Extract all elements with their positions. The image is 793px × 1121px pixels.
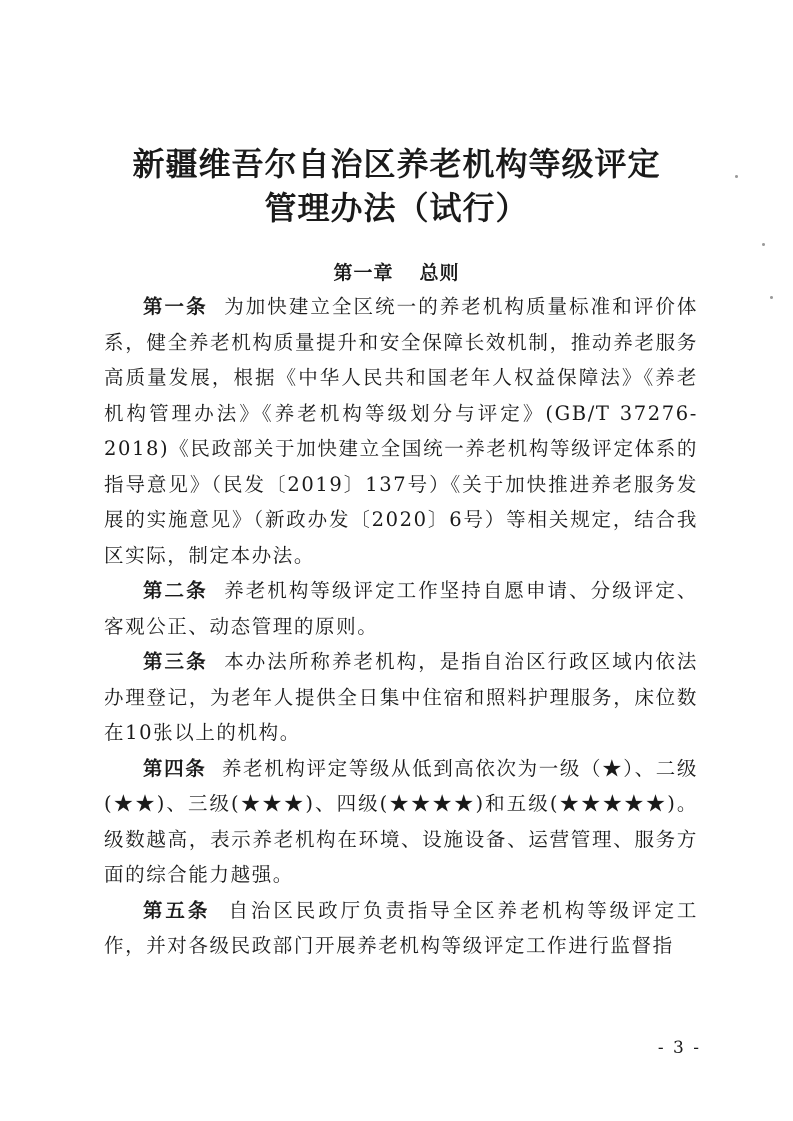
chapter-heading [0,258,793,288]
article-1-label: 第一条 [143,295,208,318]
scan-speck [735,175,738,178]
document-body [104,289,698,964]
article-2 [104,573,698,644]
article-5-label: 第五条 [143,898,211,922]
chapter-number: 第一章 [333,262,394,284]
article-3 [104,644,698,751]
article-2-text: 养老机构等级评定工作坚持自愿申请、分级评定、客观公正、动态管理的原则。 [104,579,698,638]
article-1-text: 为加快建立全区统一的养老机构质量标准和评价体系，健全养老机构质量提升和安全保障长效机制，推动养老服务高质量发展，根据《中华人民共和国老年人权益保障法》《养老机构管理办法》《养老机构等级划分与评定》(GB/T 37276-2018)《民政部关于加快建立全国统一养老机构等级评定体系的指导意见》（民发〔2019〕137号）《关于加快推进养老服务发展的实施意见》（新政办发〔2020〕6号）等相关规定，结合我区实际，制定本办法。 [104,295,698,567]
article-5 [104,893,698,964]
article-5-text: 自治区民政厅负责指导全区养老机构等级评定工作，并对各级民政部门开展养老机构等级评定工作进行监督指 [104,898,698,957]
article-3-text: 本办法所称养老机构，是指自治区行政区域内依法办理登记，为老年人提供全日集中住宿和照料护理服务，床位数在10张以上的机构。 [104,650,698,744]
document-title-line-2: 管理办法（试行） [264,189,529,227]
document-title-line-1: 新疆维吾尔自治区养老机构等级评定 [132,145,661,183]
scan-speck [762,243,765,246]
page-number: - 3 - [657,1038,701,1058]
article-4-label: 第四条 [143,756,207,780]
article-4 [104,751,698,893]
scan-speck [770,296,773,299]
article-4-text: 养老机构评定等级从低到高依次为一级（★）、二级(★★)、三级(★★★)、四级(★★★★)和五级(★★★★★)。级数越高，表示养老机构在环境、设施设备、运营管理、服务方面的综合能力越强。 [104,756,698,886]
article-2-label: 第二条 [143,579,208,602]
article-3-label: 第三条 [143,650,208,673]
article-1 [104,289,698,573]
chapter-name: 总则 [419,262,460,284]
